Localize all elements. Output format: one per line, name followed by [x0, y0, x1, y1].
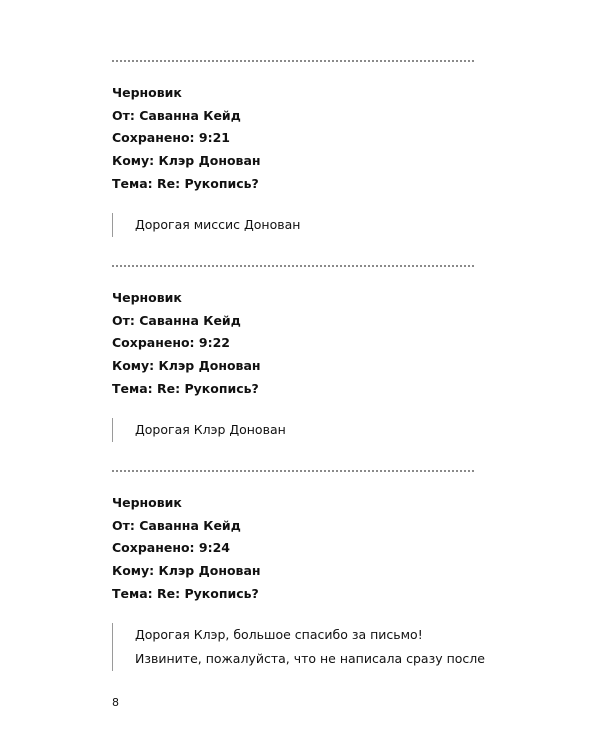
draft-to: Кому: Клэр Донован	[112, 153, 261, 169]
draft-block	[112, 265, 474, 442]
draft-body	[112, 623, 485, 671]
draft-body-line: Извините, пожалуйста, что не написала сразу после	[135, 651, 485, 667]
draft-header	[112, 492, 474, 605]
draft-from: От: Саванна Кейд	[112, 312, 241, 328]
dotted-separator	[112, 470, 474, 472]
draft-body	[112, 213, 474, 237]
draft-header	[112, 287, 474, 400]
draft-from: От: Саванна Кейд	[112, 107, 241, 123]
draft-body-line: Дорогая миссис Донован	[135, 217, 301, 233]
draft-header	[112, 82, 474, 195]
draft-status: Черновик	[112, 495, 182, 510]
draft-saved-time: Сохранено: 9:24	[112, 540, 230, 556]
dotted-separator	[112, 60, 474, 62]
draft-subject: Тема: Re: Рукопись?	[112, 585, 259, 601]
draft-from: От: Саванна Кейд	[112, 517, 241, 533]
draft-saved-time: Сохранено: 9:21	[112, 130, 230, 146]
draft-subject: Тема: Re: Рукопись?	[112, 380, 259, 396]
draft-to: Кому: Клэр Донован	[112, 563, 261, 579]
draft-block	[112, 470, 485, 671]
draft-subject: Тема: Re: Рукопись?	[112, 175, 259, 191]
draft-body	[112, 418, 474, 442]
draft-body-line: Дорогая Клэр, большое спасибо за письмо!	[135, 627, 423, 643]
draft-status: Черновик	[112, 85, 182, 100]
draft-body-line: Дорогая Клэр Донован	[135, 422, 286, 438]
draft-saved-time: Сохранено: 9:22	[112, 335, 230, 351]
draft-to: Кому: Клэр Донован	[112, 358, 261, 374]
draft-status: Черновик	[112, 290, 182, 305]
page-number: 8	[112, 696, 119, 709]
dotted-separator	[112, 265, 474, 267]
draft-block	[112, 60, 474, 237]
